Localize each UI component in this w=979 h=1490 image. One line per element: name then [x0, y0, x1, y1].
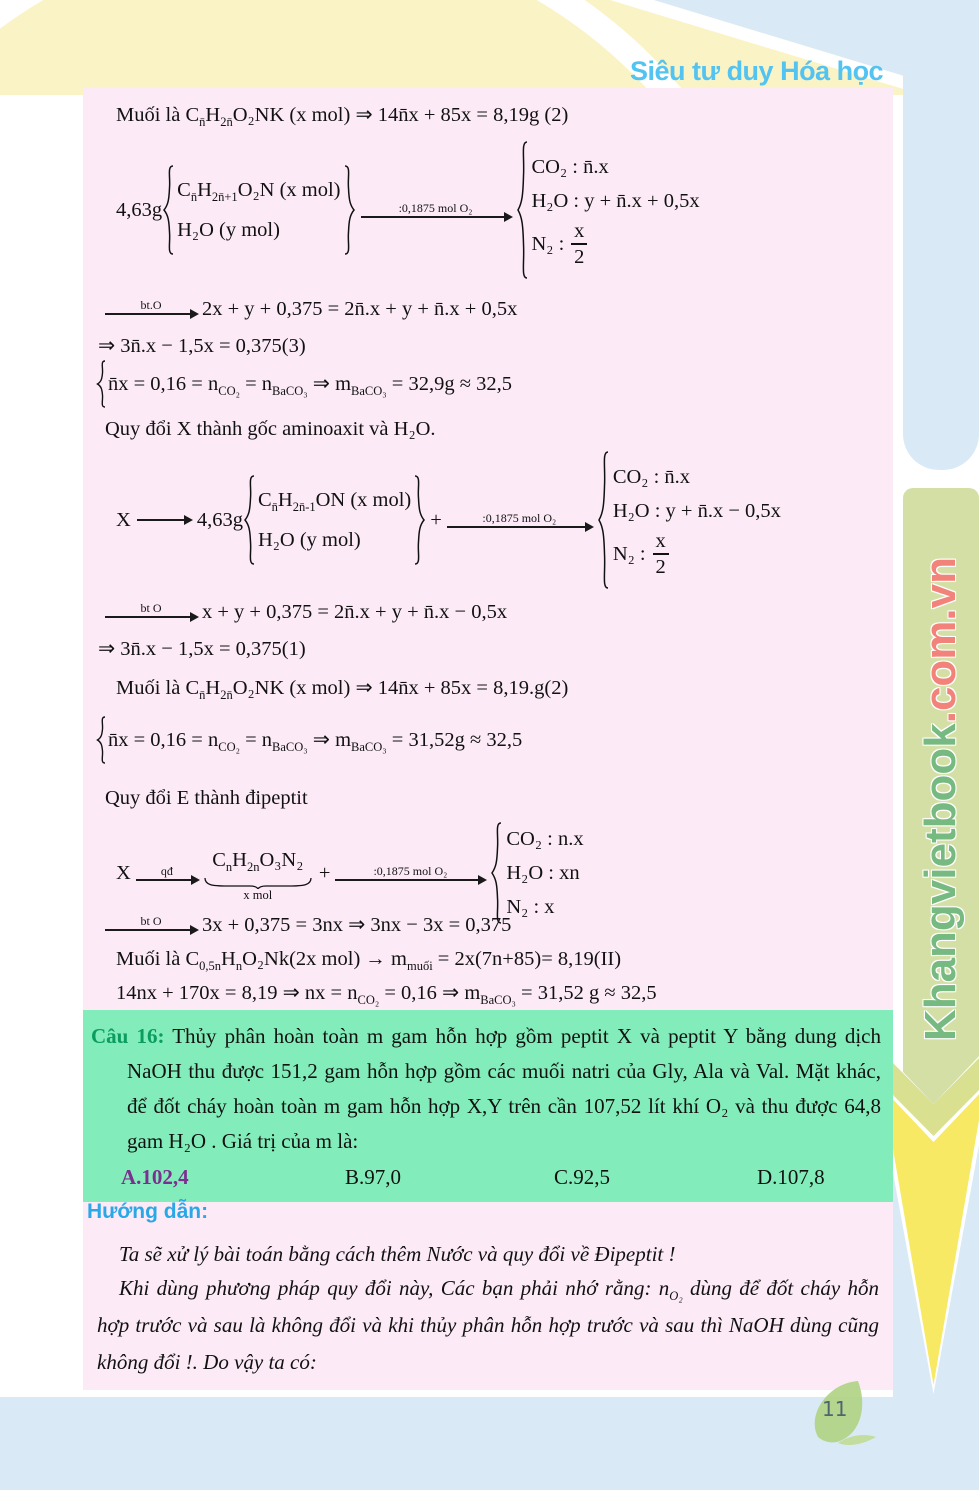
brace-left-icon [95, 360, 106, 408]
formula-line-15: Muối là $C_{0,5n}H_nO_2Nk(2x$ $mol) \to m_{muối} = 2x(7n+85)= 8,19(II)$ [116, 948, 622, 974]
formula-line-16: 14nx + 170x = 8,19 ⇒ nx = $n_{CO_2} = 0,16$ ⇒ $m_{BaCO_3} = 31,52$ g ≈ 32,5 [116, 982, 657, 1008]
product-row: N₂ : $\frac{x}{2}$ [613, 530, 781, 578]
answer-options [91, 1162, 881, 1192]
product-row: N₂ : x [506, 896, 555, 918]
brace-left-icon [597, 450, 610, 590]
text-line-quy-doi-e: Quy đổi E thành đipeptit [105, 787, 308, 809]
option-b: B.97,0 [345, 1165, 402, 1189]
formula-line-5: n̄x = $0,16 = n_{CO_2} = n_{BaCO_3}$ ⇒ $m_{BaCO_3} = 32,9g \approx 32,5$ [95, 360, 512, 408]
conservation-arrow-icon: bt O [105, 915, 197, 931]
conservation-arrow-icon: bt.O [105, 299, 197, 315]
mixture-row: H₂O (y mol) [177, 219, 280, 241]
brace-right-icon [343, 164, 356, 256]
fraction: $\frac{x}{2}$ [571, 220, 587, 268]
product-row: H₂O : y + n̄.x + 0,5x [531, 190, 700, 212]
question-text: Câu 16: Thủy phân hoàn toàn m gam hỗn hợp gồm peptit X và peptit Y bằng dung dịch NaOH thu được 151,2 gam hỗn hợp gồm các muối natri của Gly, Ala và Val. Mặt khác, để đốt cháy hoàn toàn m gam hỗn hợp X,Y trên cần 107,52 lít khí O₂ và thu được 64,8 gam H₂O . Giá trị của m là: [91, 1024, 881, 1153]
brand-title: Siêu tư duy Hóa học [630, 56, 884, 86]
guide-paragraph-2: Khi dùng phương pháp quy đổi này, Các bạn phải nhớ rằng: $n_{O_2}$ dùng để đốt cháy hỗn hợp trước và sau là không đổi và khi thủy phân hỗn hợp trước và sau thì NaOH dùng cũng không đổi !. Do vậy ta có: [97, 1276, 880, 1374]
mixture-row: H₂O (y mol) [257, 529, 361, 551]
leaf-decoration [788, 1375, 908, 1460]
question-box [83, 1010, 893, 1202]
formula-line-8: bt O x + y + 0,375 = 2n̄.x + y + n̄.x − 0,5x [100, 597, 507, 627]
brace-left-icon [516, 140, 529, 280]
text-line-quy-doi-x: Quy đổi X thành gốc aminoaxit và H₂O. [105, 418, 436, 440]
formula-line-10: Muối là $C_{n̄}H_{2n̄}O_2NK$ (x mol) ⇒ 14n̄x + 85x = 8,19.g(2) [116, 677, 569, 703]
equation-system-3: X qđ $C_nH_{2n}O_3N_2$ x mol + :0,1875 mol O₂ CO₂ : n.x H₂O : xn N₂ : x [116, 821, 584, 925]
mass-label: 4,63g [116, 199, 163, 221]
underbraced-compound: $C_nH_{2n}O_3N_2$ x mol [203, 845, 313, 902]
equation-system-1 [116, 140, 700, 280]
formula-line-11: n̄x = $0,16 = n_{CO_2} = n_{BaCO_3}$ ⇒ $m_{BaCO_3} = 31,52g \approx 32,5$ [95, 716, 522, 764]
option-d: D.107,8 [757, 1165, 825, 1189]
formula-line-3: bt.O 2x + y + 0,375 = 2n̄.x + y + n̄.x + 0,5x [100, 294, 517, 324]
option-c: C.92,5 [554, 1165, 611, 1189]
formula-line-1: Muối là $C_{n̄}H_{2n̄}O_2NK$ (x mol) ⇒ 14n̄x + 85x = 8,19g (2) [116, 104, 569, 130]
brace-left-icon [162, 164, 175, 256]
brace-left-icon [243, 474, 256, 566]
product-row: H₂O : y + n̄.x − 0,5x [612, 500, 781, 522]
qd-arrow-icon: qđ [136, 865, 198, 881]
equation-system-2: X 4,63g $C_{n̄}H_{2n̄-1}ON$ (x mol) H₂O (y mol) + :0,1875 mol O₂ CO₂ : n̄.x H₂O : y + n̄.x − 0,5x N₂ : $\frac{x}{2}$ [116, 450, 781, 590]
question-label: Câu 16: [91, 1024, 165, 1048]
product-row: CO₂ : n̄.x [531, 156, 609, 178]
reaction-arrow-icon: :0,1875 mol O₂ [361, 202, 511, 218]
right-rail-blue [903, 0, 979, 470]
product-row: N₂ : $\frac{x}{2}$ [532, 220, 700, 268]
brace-left-icon [95, 716, 106, 764]
guide-heading: Hướng dẫn: [87, 1200, 209, 1223]
page-number: 11 [822, 1397, 848, 1421]
reaction-arrow-icon: :0,1875 mol O₂ [447, 512, 592, 528]
reaction-arrow-icon: :0,1875 mol O₂ [335, 865, 485, 881]
mixture-row: $C_{n̄}H_{2n̄-1}ON$ (x mol) [257, 489, 412, 515]
fraction: $\frac{x}{2}$ [653, 530, 669, 578]
product-row: CO₂ : n̄.x [612, 466, 691, 488]
formula-line-14: bt O 3x + 0,375 = 3nx ⇒ 3nx − 3x = 0,375 [100, 910, 511, 940]
formula-line-4: ⇒ 3n̄.x − 1,5x = 0,375(3) [98, 335, 306, 357]
option-a: A.102,4 [121, 1165, 189, 1189]
product-row: CO₂ : n.x [506, 828, 584, 850]
conservation-arrow-icon: bt O [105, 602, 197, 618]
content-area [83, 88, 893, 1390]
arrow-icon [137, 519, 191, 521]
underbrace-icon [203, 875, 313, 889]
guide-paragraph-1: Ta sẽ xử lý bài toán bằng cách thêm Nước và quy đổi về Đipeptit ! [119, 1242, 676, 1266]
brace-right-icon [413, 474, 426, 566]
mass-label: 4,63g [196, 509, 243, 531]
mixture-row: $C_{n̄}H_{2n̄+1}O_2N$ (x mol) [177, 179, 341, 205]
watermark-strip [903, 488, 979, 1110]
formula-line-9: ⇒ 3n̄.x − 1,5x = 0,375(1) [98, 638, 306, 660]
watermark-text: Khangvietbook.com.vn [916, 556, 965, 1042]
product-row: H₂O : xn [506, 862, 580, 884]
